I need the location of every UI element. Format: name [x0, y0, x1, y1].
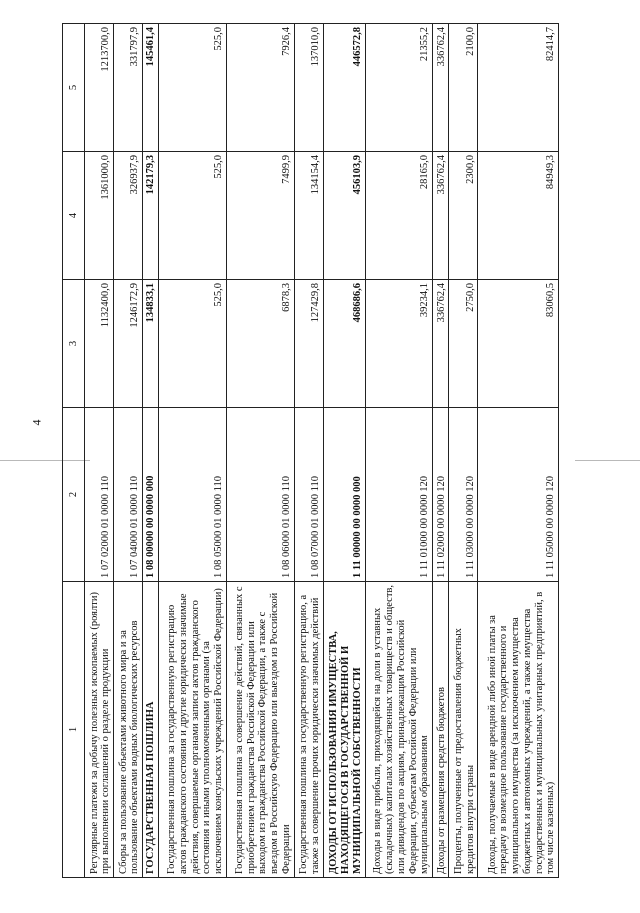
scan-line-right [575, 460, 640, 461]
row-code: 1 08 07000 01 0000 110 [294, 408, 323, 582]
row-value-col5: 525,0 [159, 24, 227, 152]
table-row [323, 24, 365, 878]
header-col-1: 1 [63, 582, 85, 878]
row-value-col4: 326937,9 [114, 152, 143, 280]
row-value-col3: 2750,0 [449, 280, 478, 408]
row-code: 1 08 06000 01 0000 110 [226, 408, 294, 582]
header-col-2: 2 [63, 408, 85, 582]
row-value-col4: 336762,4 [433, 152, 449, 280]
header-col-4: 4 [63, 152, 85, 280]
row-name: Регулярные платежи за добычу полезных ископаемых (роялти) при выполнении соглашений о разделе продукции [85, 582, 114, 878]
row-code: 1 08 00000 00 0000 000 [143, 408, 159, 582]
row-value-col4: 2300,0 [449, 152, 478, 280]
row-name: Государственная пошлина за государственную регистрацию актов гражданского состояния и другие юридически значимые действия, совершаемые органами записи актов гражданского состояния и иными уполномоченными органами (за исключением консульских учреждений Российской Федерации) [159, 582, 227, 878]
table-row [294, 24, 323, 878]
table-row [226, 24, 294, 878]
row-value-col3: 134833,1 [143, 280, 159, 408]
row-name: ДОХОДЫ ОТ ИСПОЛЬЗОВАНИЯ ИМУЩЕСТВА, НАХОДЯЩЕГОСЯ В ГОСУДАРСТВЕННОЙ И МУНИЦИПАЛЬНОЙ СОБСТВЕННОСТИ [323, 582, 365, 878]
row-code: 1 07 02000 01 0000 110 [85, 408, 114, 582]
row-value-col5: 331797,9 [114, 24, 143, 152]
row-code: 1 11 01000 00 0000 120 [365, 408, 433, 582]
row-value-col5: 7926,4 [226, 24, 294, 152]
table-row [433, 24, 449, 878]
row-value-col3: 1246172,9 [114, 280, 143, 408]
row-name: Государственная пошлина за государственную регистрацию, а также за совершение прочих юридически значимых действий [294, 582, 323, 878]
row-value-col3: 468686,6 [323, 280, 365, 408]
row-value-col3: 1132400,0 [85, 280, 114, 408]
row-value-col3: 525,0 [159, 280, 227, 408]
table-row [449, 24, 478, 878]
row-value-col3: 6878,3 [226, 280, 294, 408]
table-row [365, 24, 433, 878]
row-value-col3: 127429,8 [294, 280, 323, 408]
row-name: ГОСУДАРСТВЕННАЯ ПОШЛИНА [143, 582, 159, 878]
budget-revenue-table [62, 23, 559, 878]
row-value-col5: 1213700,0 [85, 24, 114, 152]
row-code: 1 07 04000 01 0000 110 [114, 408, 143, 582]
row-value-col5: 2100,0 [449, 24, 478, 152]
row-value-col3: 336762,4 [433, 280, 449, 408]
row-value-col4: 7499,9 [226, 152, 294, 280]
row-code: 1 11 03000 00 0000 120 [449, 408, 478, 582]
row-value-col5: 145461,4 [143, 24, 159, 152]
table-row [159, 24, 227, 878]
header-col-5: 5 [63, 24, 85, 152]
row-value-col3: 83060,5 [478, 280, 559, 408]
table-row [478, 24, 559, 878]
row-value-col4: 28165,0 [365, 152, 433, 280]
row-value-col4: 456103,9 [323, 152, 365, 280]
row-name: Сборы за пользование объектами животного мира и за пользование объектами водных биологических ресурсов [114, 582, 143, 878]
table-row [85, 24, 114, 878]
header-col-3: 3 [63, 280, 85, 408]
row-code: 1 11 05000 00 0000 120 [478, 408, 559, 582]
row-name: Проценты, полученные от предоставления бюджетных кредитов внутри страны [449, 582, 478, 878]
row-value-col4: 525,0 [159, 152, 227, 280]
row-value-col5: 446572,8 [323, 24, 365, 152]
row-value-col5: 336762,4 [433, 24, 449, 152]
row-name: Государственная пошлина за совершение действий, связанных с приобретением гражданства Российской Федерации или выходом из гражданства Российской Федерации, а также с въездом в Российскую Федерацию или выездом из Российской Федерации [226, 582, 294, 878]
page-number: 4 [29, 419, 44, 426]
row-value-col5: 82414,7 [478, 24, 559, 152]
rotated-table-wrapper [62, 24, 559, 878]
row-code: 1 11 00000 00 0000 000 [323, 408, 365, 582]
header-row [63, 24, 85, 878]
row-value-col5: 137010,0 [294, 24, 323, 152]
row-code: 1 11 02000 00 0000 120 [433, 408, 449, 582]
row-value-col3: 39234,1 [365, 280, 433, 408]
row-name: Доходы в виде прибыли, приходящейся на доли в уставных (складочных) капиталах хозяйственных товариществ и обществ, или дивидендов по акциям, принадлежащим Российской Федерации, субъектам Российской Федерации или муниципальным образованиям [365, 582, 433, 878]
row-value-col4: 134154,4 [294, 152, 323, 280]
row-name: Доходы от размещения средств бюджетов [433, 582, 449, 878]
row-value-col4: 1361000,0 [85, 152, 114, 280]
row-value-col5: 21355,2 [365, 24, 433, 152]
row-code: 1 08 05000 01 0000 110 [159, 408, 227, 582]
table-row [143, 24, 159, 878]
row-name: Доходы, получаемые в виде арендной либо иной платы за передачу в возмездное пользование государственного и муниципального имущества (за исключением имущества бюджетных и автономных учреждений, а также имущества государственных и муниципальных унитарных предприятий, в том числе казенных) [478, 582, 559, 878]
row-value-col4: 142179,3 [143, 152, 159, 280]
table-row [114, 24, 143, 878]
row-value-col4: 84949,3 [478, 152, 559, 280]
